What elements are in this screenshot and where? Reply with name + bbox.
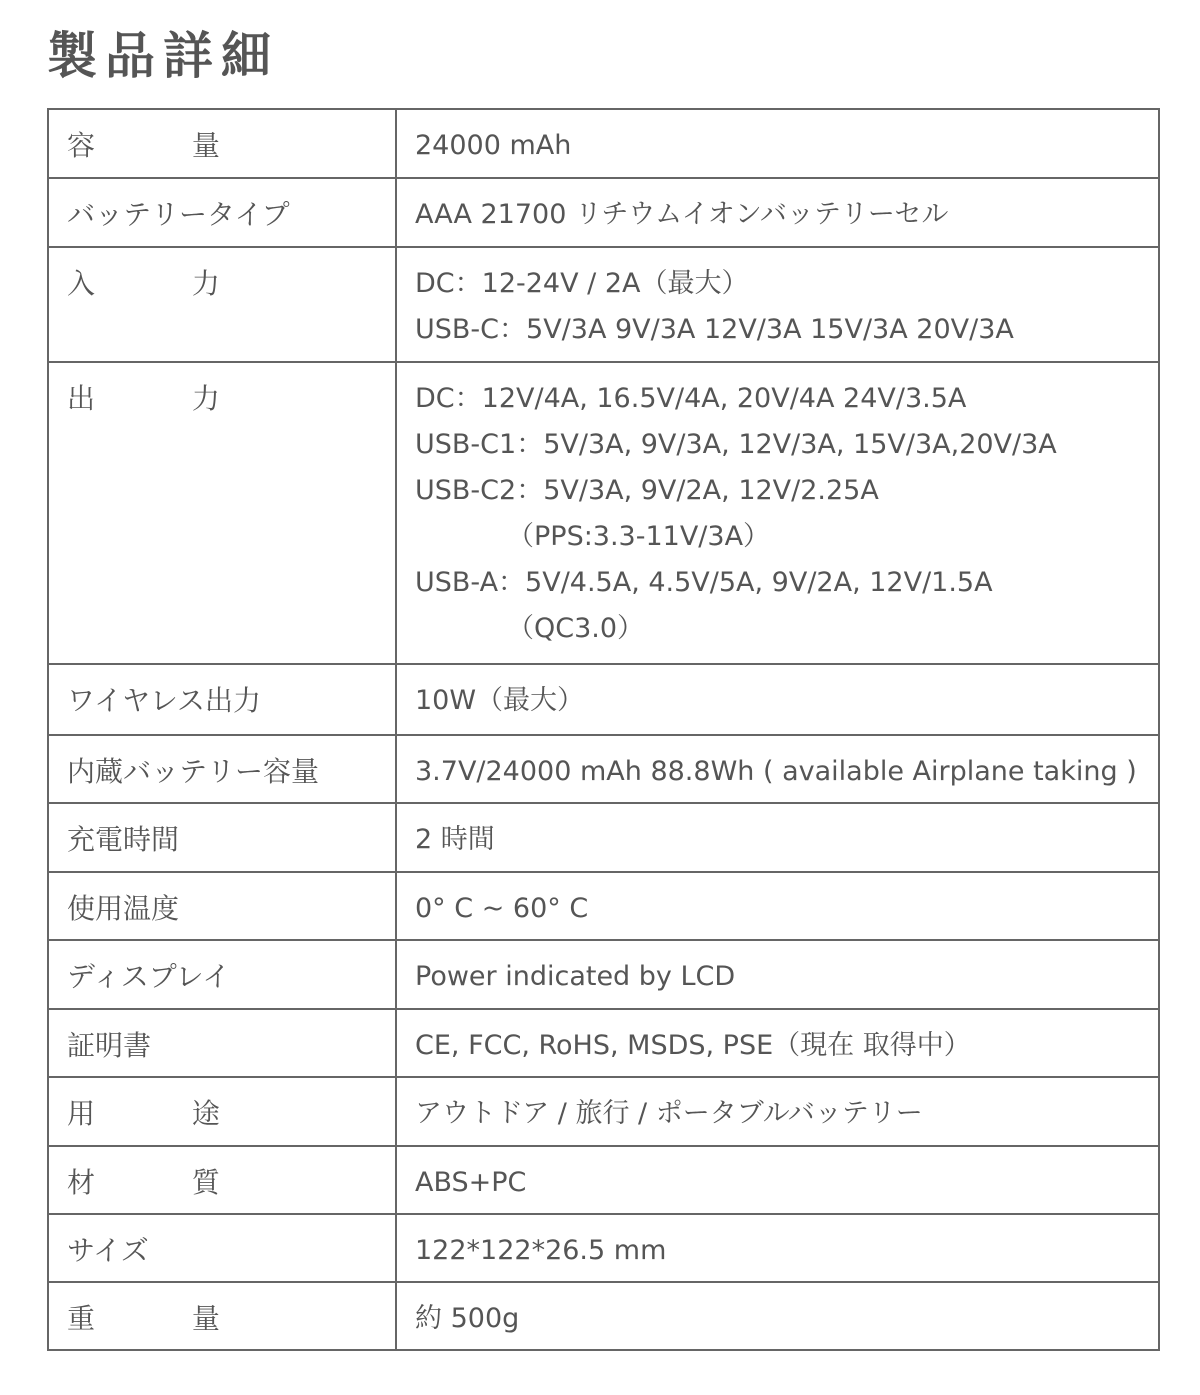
value-line: DC：12V/4A, 16.5V/4A, 20V/4A 24V/3.5A xyxy=(415,383,967,414)
page-title: 製品詳細 xyxy=(47,27,279,85)
row-value-display xyxy=(396,940,1159,1009)
table-row xyxy=(48,872,1159,940)
row-value-input xyxy=(396,247,1159,362)
row-label-internal-capacity: 内蔵バッテリー容量 xyxy=(48,735,396,803)
value-line: USB-A：5V/4.5A, 4.5V/5A, 9V/2A, 12V/1.5A xyxy=(415,567,993,598)
row-label-size: サイズ xyxy=(48,1214,396,1282)
value-line: Power indicated by LCD xyxy=(415,961,736,992)
row-label-usage: 用 途 xyxy=(48,1077,396,1146)
table-row xyxy=(48,735,1159,803)
value-line: 0° C ~ 60° C xyxy=(415,893,589,924)
row-value-weight xyxy=(396,1282,1159,1350)
table-row xyxy=(48,178,1159,247)
row-label-battery-type: バッテリータイプ xyxy=(48,178,396,247)
row-label-operating-temp: 使用温度 xyxy=(48,872,396,940)
row-label-material: 材 質 xyxy=(48,1146,396,1214)
value-line: CE, FCC, RoHS, MSDS, PSE（現在 取得中） xyxy=(415,1030,971,1061)
row-label-input: 入 力 xyxy=(48,247,396,362)
value-line: USB-C：5V/3A 9V/3A 12V/3A 15V/3A 20V/3A xyxy=(415,314,1014,345)
table-row xyxy=(48,664,1159,735)
value-line: 約 500g xyxy=(415,1303,520,1334)
value-line: 3.7V/24000 mAh 88.8Wh ( available Airplane taking ) xyxy=(415,756,1137,787)
table-row xyxy=(48,109,1159,178)
value-line: DC：12-24V / 2A（最大） xyxy=(415,268,749,299)
row-label-display: ディスプレイ xyxy=(48,940,396,1009)
row-label-charge-time: 充電時間 xyxy=(48,803,396,872)
row-label-weight: 重 量 xyxy=(48,1282,396,1350)
row-label-capacity: 容 量 xyxy=(48,109,396,178)
table-row xyxy=(48,1009,1159,1077)
row-value-certification xyxy=(396,1009,1159,1077)
table-row xyxy=(48,1077,1159,1146)
table-row xyxy=(48,362,1159,664)
row-value-size xyxy=(396,1214,1159,1282)
value-line: 24000 mAh xyxy=(415,130,572,161)
row-value-charge-time xyxy=(396,803,1159,872)
row-value-operating-temp xyxy=(396,872,1159,940)
table-row xyxy=(48,1282,1159,1350)
value-line: （QC3.0） xyxy=(507,613,645,644)
row-value-capacity xyxy=(396,109,1159,178)
row-label-wireless-output: ワイヤレス出力 xyxy=(48,664,396,735)
row-value-usage xyxy=(396,1077,1159,1146)
spec-table xyxy=(47,108,1160,1351)
table-row xyxy=(48,247,1159,362)
value-line: ABS+PC xyxy=(415,1167,527,1198)
value-line: 10W（最大） xyxy=(415,685,585,716)
value-line: USB-C2：5V/3A, 9V/2A, 12V/2.25A xyxy=(415,475,879,506)
row-value-internal-capacity xyxy=(396,735,1159,803)
value-line: アウトドア / 旅行 / ポータブルバッテリー xyxy=(415,1098,923,1129)
table-row xyxy=(48,1214,1159,1282)
row-label-output: 出 力 xyxy=(48,362,396,664)
row-value-material xyxy=(396,1146,1159,1214)
row-value-battery-type xyxy=(396,178,1159,247)
value-line: 122*122*26.5 mm xyxy=(415,1235,667,1266)
row-value-output xyxy=(396,362,1159,664)
table-row xyxy=(48,940,1159,1009)
value-line: AAA 21700 リチウムイオンバッテリーセル xyxy=(415,199,949,230)
value-line: USB-C1：5V/3A, 9V/3A, 12V/3A, 15V/3A,20V/3A xyxy=(415,429,1057,460)
value-line: 2 時間 xyxy=(415,824,495,855)
row-value-wireless-output xyxy=(396,664,1159,735)
table-row xyxy=(48,1146,1159,1214)
value-line: （PPS:3.3-11V/3A） xyxy=(507,521,771,552)
table-row xyxy=(48,803,1159,872)
row-label-certification: 証明書 xyxy=(48,1009,396,1077)
